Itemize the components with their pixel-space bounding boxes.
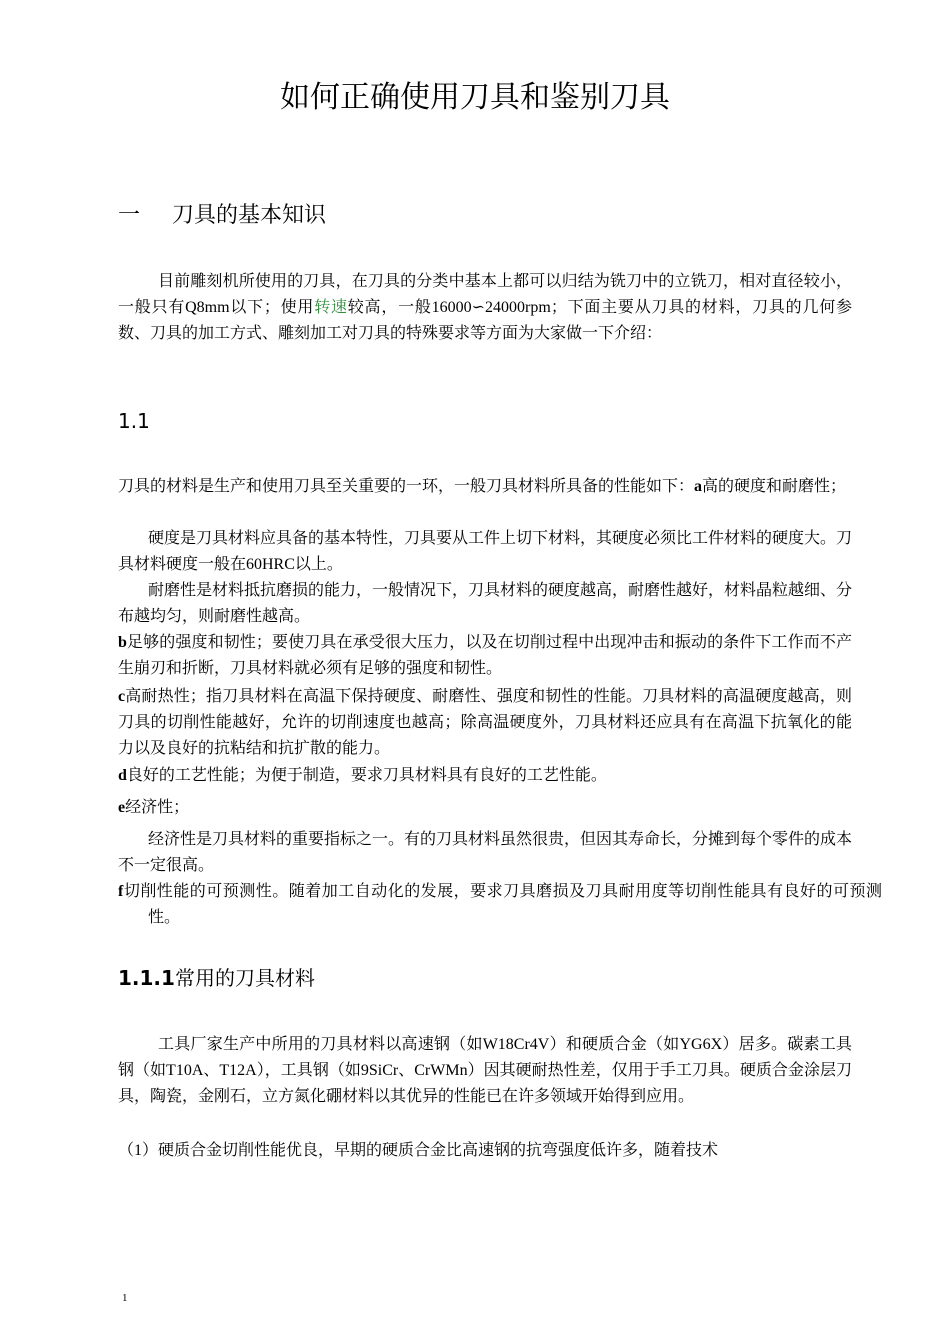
intro-text-1: 目前雕刻机所使用的刀具，在刀具的分类中基本上都可以归结为铣刀中的立铣刀，相对直径较小，一般只有Q8mm以下；使用 xyxy=(118,273,852,316)
item-c xyxy=(118,684,852,762)
hardness-paragraph: 硬度是刀具材料应具备的基本特性，刀具要从工件上切下材料，其硬度必须比工件材料的硬度大。刀具材料硬度一般在60HRC以上。 xyxy=(118,530,853,573)
wear-paragraph: 耐磨性是材料抵抗磨损的能力，一般情况下，刀具材料的硬度越高，耐磨性越好，材料晶粒越细、分布越均匀，则耐磨性越高。 xyxy=(118,582,853,625)
subsection-title: 常用的刀具材料 xyxy=(174,966,315,990)
item-b-text: 足够的强度和韧性；要使刀具在承受很大压力，以及在切削过程中出现冲击和振动的条件下工作而不产生崩刃和折断，刀具材料就必须有足够的强度和韧性。 xyxy=(118,634,852,677)
section-number: 一 xyxy=(118,203,141,228)
item-d-text: 良好的工艺性能；为便于制造，要求刀具材料具有良好的工艺性能。 xyxy=(126,767,607,784)
common-materials-paragraph: 工具厂家生产中所用的刀具材料以高速钢（如W18Cr4V）和硬质合金（如YG6X）居多。碳素工具钢（如T10A、T12A），工具钢（如9SiCr、CrWMn）因其硬耐热性差，仅用于手工刀具。硬质合金涂层刀具，陶瓷，金刚石，立方氮化硼材料以其优异的性能已在许多领域开始得到应用。 xyxy=(118,1036,852,1105)
section-heading-1 xyxy=(118,201,326,231)
item-f xyxy=(118,879,882,931)
intro-paragraph xyxy=(118,269,852,347)
item-f-text: 切削性能的可预测性。随着加工自动化的发展，要求刀具磨损及刀具耐用度等切削性能具有良好的可预测性。 xyxy=(123,883,882,926)
item-e-text: 经济性； xyxy=(125,799,190,816)
economy-paragraph: 经济性是刀具材料的重要指标之一。有的刀具材料虽然很贵，但因其寿命长，分摊到每个零件的成本不一定很高。 xyxy=(118,831,853,874)
materials-intro-text: 刀具的材料是生产和使用刀具至关重要的一环，一般刀具材料所具备的性能如下： xyxy=(118,478,695,495)
item-b xyxy=(118,630,852,682)
item-d xyxy=(118,763,852,789)
item-f-letter: f xyxy=(118,883,124,900)
document-title: 如何正确使用刀具和鉴别刀具 xyxy=(280,80,670,115)
section-heading-1-1-1 xyxy=(118,963,315,993)
item-c-text: 高耐热性；指刀具材料在高温下保持硬度、耐磨性、强度和韧性的性能。刀具材料的高温硬度越高，则刀具的切削性能越好，允许的切削速度也越高；除高温硬度外，刀具材料还应具有在高温下抗氧化的能力以及良好的抗粘结和抗扩散的能力。 xyxy=(118,688,852,757)
item-a-text: 高的硬度和耐磨性； xyxy=(702,478,847,495)
item-d-letter: d xyxy=(118,767,127,784)
page-number: 1 xyxy=(122,1292,128,1304)
item-c-letter: c xyxy=(118,688,126,705)
item-e xyxy=(118,795,852,821)
item-a-letter: a xyxy=(694,478,703,495)
item-b-letter: b xyxy=(118,634,127,651)
carbide-item-1: （1）硬质合金切削性能优良，早期的硬质合金比高速钢的抗弯强度低许多，随着技术 xyxy=(118,1142,719,1159)
intro-text-2: 较高，一般16000∽24000rpm；下面主要从刀具的材料，刀具的几何参数、刀具的加工方式、雕刻加工对刀具的特殊要求等方面为大家做一下介绍： xyxy=(118,299,852,342)
section-heading-1-1: 1.1 xyxy=(118,409,150,433)
item-e-letter: e xyxy=(118,799,126,816)
intro-highlight: 转速 xyxy=(314,299,348,316)
subsection-number: 1.1.1 xyxy=(118,966,175,990)
section-title: 刀具的基本知识 xyxy=(172,203,327,228)
materials-intro xyxy=(118,474,852,500)
